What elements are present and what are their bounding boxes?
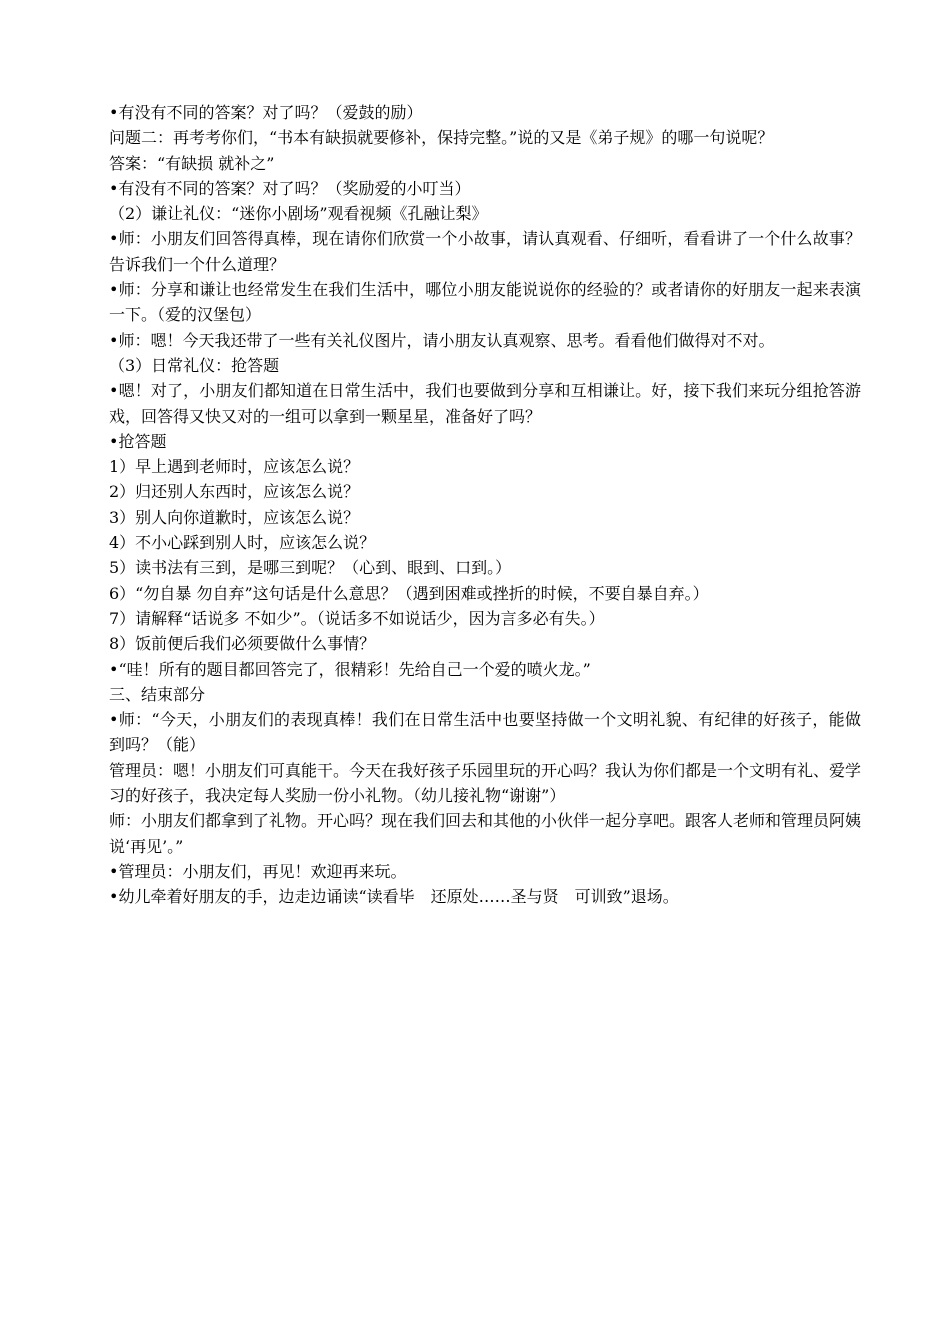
paragraph: 师：小朋友们都拿到了礼物。开心吗？现在我们回去和其他的小伙伴一起分享吧。跟客人老师和管理员阿姨说‘再见’。” bbox=[109, 811, 862, 856]
paragraph: •师：“今天，小朋友们的表现真棒！我们在日常生活中也要坚持做一个文明礼貌、有纪律的好孩子，能做到吗？（能） bbox=[109, 710, 861, 755]
section-heading: （2）谦让礼仪：“迷你小剧场”观看视频《孔融让梨》 bbox=[109, 204, 488, 224]
list-item: 1）早上遇到老师时，应该怎么说？ bbox=[109, 457, 360, 477]
section-heading: （3）日常礼仪：抢答题 bbox=[109, 355, 280, 375]
paragraph: •师：嗯！今天我还带了一些有关礼仪图片，请小朋友认真观察、思考。看看他们做得对不对。 bbox=[109, 330, 775, 350]
paragraph: •幼儿牵着好朋友的手，边走边诵读“读看毕 还原处……圣与贤 可训致”退场。 bbox=[109, 887, 679, 907]
list-item: 7）请解释“话说多 不如少”。（说话多不如说话少，因为言多必有失。） bbox=[109, 608, 605, 628]
paragraph: •“哇！所有的题目都回答完了，很精彩！先给自己一个爱的喷火龙。” bbox=[109, 659, 591, 679]
list-item: 2）归还别人东西时，应该怎么说？ bbox=[109, 482, 360, 502]
list-item: 8）饭前便后我们必须要做什么事情？ bbox=[109, 634, 376, 654]
paragraph: 管理员：嗯！小朋友们可真能干。今天在我好孩子乐园里玩的开心吗？我认为你们都是一个文明有礼、爱学习的好孩子，我决定每人奖励一份小礼物。（幼儿接礼物“谢谢”） bbox=[109, 760, 862, 806]
paragraph: •师：分享和谦让也经常发生在我们生活中，哪位小朋友能说说你的经验的？或者请你的好朋友一起来表演一下。（爱的汉堡包） bbox=[109, 280, 861, 325]
document-body bbox=[109, 100, 861, 910]
paragraph: 问题二：再考考你们，“书本有缺损就要修补，保持完整。”说的又是《弟子规》的哪一句说呢？ bbox=[109, 128, 774, 148]
paragraph: •师：小朋友们回答得真棒，现在请你们欣赏一个小故事，请认真观看、仔细听，看看讲了一个什么故事？告诉我们一个什么道理？ bbox=[109, 229, 861, 274]
paragraph: •抢答题 bbox=[109, 431, 167, 451]
paragraph: 答案：“有缺损 就补之” bbox=[109, 153, 275, 173]
paragraph: •嗯！对了，小朋友们都知道在日常生活中，我们也要做到分享和互相谦让。好，接下我们来玩分组抢答游戏，回答得又快又对的一组可以拿到一颗星星，准备好了吗？ bbox=[109, 381, 861, 426]
list-item: 5）读书法有三到，是哪三到呢？（心到、眼到、口到。） bbox=[109, 558, 512, 578]
paragraph: •有没有不同的答案？对了吗？（奖励爱的小叮当） bbox=[109, 178, 471, 198]
paragraph: •有没有不同的答案？对了吗？（爱鼓的励） bbox=[109, 103, 423, 122]
paragraph: •管理员：小朋友们，再见！欢迎再来玩。 bbox=[109, 861, 407, 881]
list-item: 6）“勿自暴 勿自弃”这句话是什么意思？（遇到困难或挫折的时候，不要自暴自弃。） bbox=[109, 583, 709, 603]
list-item: 3）别人向你道歉时，应该怎么说？ bbox=[109, 507, 360, 527]
section-heading: 三、结束部分 bbox=[109, 684, 206, 704]
list-item: 4）不小心踩到别人时，应该怎么说？ bbox=[109, 533, 376, 553]
